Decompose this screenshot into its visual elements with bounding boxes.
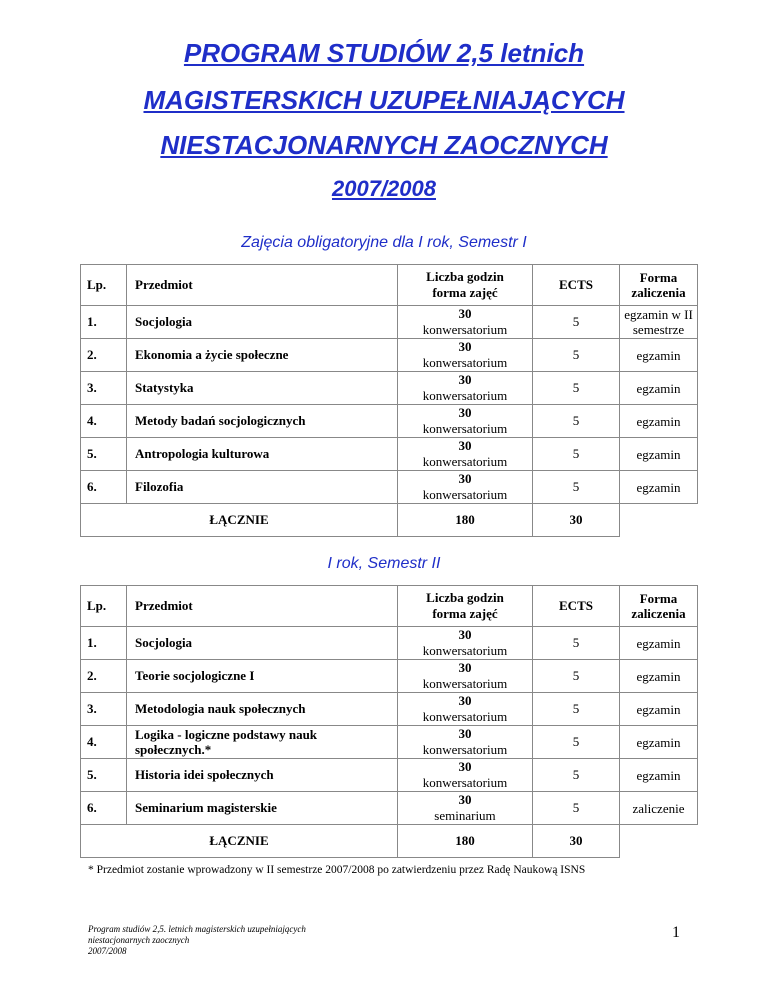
table-row — [81, 627, 698, 660]
total-hours: 180 — [398, 825, 533, 858]
cell-ects: 5 — [533, 792, 620, 825]
cell-ects: 5 — [533, 627, 620, 660]
col-subject: Przedmiot — [127, 265, 398, 306]
cell-ects: 5 — [533, 372, 620, 405]
cell-subject: Antropologia kulturowa — [127, 438, 398, 471]
cell-subject: Seminarium magisterskie — [127, 792, 398, 825]
cell-ects: 5 — [533, 438, 620, 471]
cell-form: egzamin — [620, 693, 698, 726]
cell-hours: 30 konwersatorium — [398, 339, 533, 372]
blank-cell — [620, 825, 698, 858]
semester2-table — [80, 585, 698, 858]
cell-lp: 2. — [81, 660, 127, 693]
table-row — [81, 726, 698, 759]
col-hours: Liczba godzin forma zajęć — [398, 586, 533, 627]
cell-form: egzamin w II semestrze — [620, 306, 698, 339]
total-row — [81, 825, 698, 858]
col-subject: Przedmiot — [127, 586, 398, 627]
semester1-table — [80, 264, 698, 537]
col-ects: ECTS — [533, 265, 620, 306]
cell-subject: Logika - logiczne podstawy nauk społecznych.* — [127, 726, 398, 759]
cell-form: egzamin — [620, 438, 698, 471]
cell-subject: Socjologia — [127, 306, 398, 339]
page-footer — [88, 924, 306, 957]
cell-subject: Teorie socjologiczne I — [127, 660, 398, 693]
title-line-2: MAGISTERSKICH UZUPEŁNIAJĄCYCH — [143, 85, 625, 115]
cell-ects: 5 — [533, 405, 620, 438]
cell-lp: 5. — [81, 438, 127, 471]
table-row — [81, 660, 698, 693]
cell-subject: Statystyka — [127, 372, 398, 405]
table-row — [81, 471, 698, 504]
title-year: 2007/2008 — [332, 176, 436, 201]
cell-hours: 30 konwersatorium — [398, 372, 533, 405]
table-row — [81, 693, 698, 726]
cell-form: egzamin — [620, 372, 698, 405]
cell-hours: 30 konwersatorium — [398, 438, 533, 471]
cell-hours: 30 konwersatorium — [398, 726, 533, 759]
col-hours: Liczba godzin forma zajęć — [398, 265, 533, 306]
cell-lp: 6. — [81, 471, 127, 504]
cell-lp: 4. — [81, 405, 127, 438]
col-form: Forma zaliczenia — [620, 586, 698, 627]
semester2-title: I rok, Semestr II — [327, 555, 441, 572]
cell-hours: 30 konwersatorium — [398, 759, 533, 792]
table-row — [81, 438, 698, 471]
page-footer-line-1: Program studiów 2,5. letnich magisterskich uzupełniających — [88, 924, 306, 934]
table-row — [81, 405, 698, 438]
cell-subject: Metody badań socjologicznych — [127, 405, 398, 438]
cell-hours: 30 konwersatorium — [398, 405, 533, 438]
total-label: ŁĄCZNIE — [81, 825, 398, 858]
page-number: 1 — [672, 924, 680, 941]
cell-ects: 5 — [533, 660, 620, 693]
table-row — [81, 306, 698, 339]
cell-ects: 5 — [533, 693, 620, 726]
cell-hours: 30 konwersatorium — [398, 306, 533, 339]
cell-form: egzamin — [620, 759, 698, 792]
cell-hours: 30 konwersatorium — [398, 471, 533, 504]
total-hours: 180 — [398, 504, 533, 537]
table-header-row — [81, 265, 698, 306]
page-footer-line-2: niestacjonarnych zaocznych — [88, 935, 190, 945]
cell-lp: 2. — [81, 339, 127, 372]
col-ects: ECTS — [533, 586, 620, 627]
cell-ects: 5 — [533, 339, 620, 372]
cell-lp: 6. — [81, 792, 127, 825]
cell-lp: 3. — [81, 372, 127, 405]
cell-hours: 30 konwersatorium — [398, 660, 533, 693]
cell-form: egzamin — [620, 471, 698, 504]
cell-subject: Filozofia — [127, 471, 398, 504]
cell-ects: 5 — [533, 306, 620, 339]
cell-subject: Socjologia — [127, 627, 398, 660]
cell-lp: 1. — [81, 627, 127, 660]
total-ects: 30 — [533, 825, 620, 858]
table-row — [81, 372, 698, 405]
cell-form: egzamin — [620, 405, 698, 438]
cell-hours: 30 konwersatorium — [398, 627, 533, 660]
total-row — [81, 504, 698, 537]
cell-ects: 5 — [533, 759, 620, 792]
table-header-row — [81, 586, 698, 627]
table-row — [81, 759, 698, 792]
cell-form: zaliczenie — [620, 792, 698, 825]
cell-form: egzamin — [620, 660, 698, 693]
cell-ects: 5 — [533, 471, 620, 504]
total-label: ŁĄCZNIE — [81, 504, 398, 537]
cell-form: egzamin — [620, 726, 698, 759]
blank-cell — [620, 504, 698, 537]
title-line-3: NIESTACJONARNYCH ZAOCZNYCH — [160, 130, 608, 160]
cell-subject: Ekonomia a życie społeczne — [127, 339, 398, 372]
table-row — [81, 792, 698, 825]
cell-hours: 30 konwersatorium — [398, 693, 533, 726]
cell-form: egzamin — [620, 627, 698, 660]
col-lp: Lp. — [81, 586, 127, 627]
footnote: * Przedmiot zostanie wprowadzony w II semestrze 2007/2008 po zatwierdzeniu przez Radę Naukową ISNS — [88, 864, 586, 876]
cell-subject: Historia idei społecznych — [127, 759, 398, 792]
page-footer-line-3: 2007/2008 — [88, 946, 127, 956]
cell-lp: 1. — [81, 306, 127, 339]
cell-lp: 3. — [81, 693, 127, 726]
cell-ects: 5 — [533, 726, 620, 759]
cell-form: egzamin — [620, 339, 698, 372]
cell-lp: 5. — [81, 759, 127, 792]
cell-hours: 30 seminarium — [398, 792, 533, 825]
semester1-title: Zajęcia obligatoryjne dla I rok, Semestr I — [241, 234, 527, 251]
cell-lp: 4. — [81, 726, 127, 759]
title-line-1: PROGRAM STUDIÓW 2,5 letnich — [183, 38, 585, 68]
col-lp: Lp. — [81, 265, 127, 306]
cell-subject: Metodologia nauk społecznych — [127, 693, 398, 726]
table-row — [81, 339, 698, 372]
col-form: Forma zaliczenia — [620, 265, 698, 306]
total-ects: 30 — [533, 504, 620, 537]
